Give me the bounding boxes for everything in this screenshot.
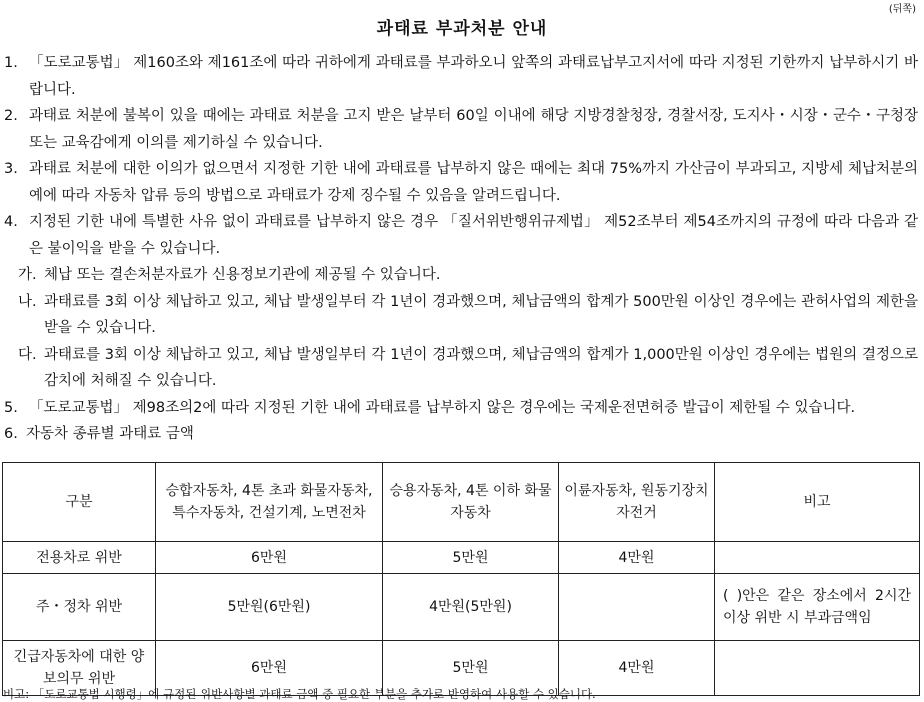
subitem-number: 다. xyxy=(18,346,37,363)
subitem-text: 과태료를 3회 이상 체납하고 있고, 체납 발생일부터 각 1년이 경과했으며, 체납금액의 합계가 1,000만원 이상인 경우에는 법원의 결정으로 감치에 처해질 수 있습니다. xyxy=(44,346,918,389)
item-text: 「도로교통법」 제160조와 제161조에 따라 귀하에게 과태료를 부과하오니 앞쪽의 과태료납부고지서에 따라 지정된 기한까지 납부하시기 바랍니다. xyxy=(29,55,918,98)
notice-subitem-da xyxy=(0,342,918,395)
cell-amount: 5만원 xyxy=(383,641,559,696)
row-category: 주・정차 위반 xyxy=(3,574,156,641)
header-motorcycle: 이륜자동차, 원동기장치자전거 xyxy=(559,463,715,542)
notice-item-6 xyxy=(0,421,918,448)
header-car-truck-under-4t: 승용자동차, 4톤 이하 화물자동차 xyxy=(383,463,559,542)
item-number: 4. xyxy=(4,214,18,230)
subitem-text: 체납 또는 결손처분자료가 신용정보기관에 제공될 수 있습니다. xyxy=(44,267,441,283)
page-title: 과태료 부과처분 안내 xyxy=(376,19,548,39)
subitem-number: 나. xyxy=(18,293,37,310)
cell-remark: ( )안은 같은 장소에서 2시간 이상 위반 시 부과금액임 xyxy=(715,574,920,641)
notice-item-5 xyxy=(0,395,918,422)
notice-item-2 xyxy=(0,103,918,156)
notice-item-1 xyxy=(0,50,918,103)
row-category: 전용차로 위반 xyxy=(3,542,156,574)
table-header-row xyxy=(3,463,920,542)
header-category: 구분 xyxy=(3,463,156,542)
item-number: 6. xyxy=(4,426,18,442)
item-text: 「도로교통법」 제98조의2에 따라 지정된 기한 내에 과태료를 납부하지 않은 경우에는 국제운전면허증 발급이 제한될 수 있습니다. xyxy=(29,399,856,416)
notice-subitem-na xyxy=(0,289,918,342)
item-number: 1. xyxy=(4,55,18,71)
item-number: 3. xyxy=(4,161,18,177)
item-text: 과태료 처분에 불복이 있을 때에는 과태료 처분을 고지 받은 날부터 60일 이내에 해당 지방경찰청장, 경찰서장, 도지사・시장・군수・구청장 또는 교육감에게 이의를 제기하실 수 있습니다. xyxy=(29,108,918,151)
cell-remark xyxy=(715,542,920,574)
table-row xyxy=(3,574,920,641)
notice-subitem-ga xyxy=(0,262,918,289)
table-row xyxy=(3,542,920,574)
cell-amount: 4만원(5만원) xyxy=(383,574,559,641)
header-remarks: 비고 xyxy=(715,463,920,542)
page-side-label: (뒤쪽) xyxy=(888,4,916,15)
footnote: 비고: 「도로교통법 시행령」에 규정된 위반사항별 과태료 금액 중 필요한 부분을 추가로 반영하여 사용할 수 있습니다. xyxy=(3,687,596,701)
notice-item-4 xyxy=(0,209,918,262)
item-text: 자동차 종류별 과태료 금액 xyxy=(26,426,194,442)
subitem-text: 과태료를 3회 이상 체납하고 있고, 체납 발생일부터 각 1년이 경과했으며, 체납금액의 합계가 500만원 이상인 경우에는 관허사업의 제한을 받을 수 있습니다. xyxy=(44,293,918,336)
cell-amount: 4만원 xyxy=(559,542,715,574)
header-van-truck-over-4t: 승합자동차, 4톤 초과 화물자동차, 특수자동차, 건설기계, 노면전차 xyxy=(156,463,383,542)
cell-amount: 6만원 xyxy=(156,542,383,574)
row-category: 긴급자동차에 대한 양보의무 위반 xyxy=(3,641,156,696)
fine-amount-table xyxy=(2,462,920,696)
cell-amount: 5만원 xyxy=(383,542,559,574)
item-text: 과태료 처분에 대한 이의가 없으면서 지정한 기한 내에 과태료를 납부하지 않은 때에는 최대 75%까지 가산금이 부과되고, 지방세 체납처분의 예에 따라 자동차 압류 등의 방법으로 과태료가 강제 징수될 수 있음을 알려드립니다. xyxy=(29,161,918,204)
cell-amount: 5만원(6만원) xyxy=(156,574,383,641)
item-text: 지정된 기한 내에 특별한 사유 없이 과태료를 납부하지 않은 경우 「질서위반행위규제법」 제52조부터 제54조까지의 규정에 따라 다음과 같은 불이익을 받을 수 있습니다. xyxy=(29,214,918,257)
cell-amount xyxy=(559,574,715,641)
item-number: 2. xyxy=(4,108,18,124)
cell-remark xyxy=(715,641,920,696)
cell-amount: 6만원 xyxy=(156,641,383,696)
notice-body xyxy=(0,50,918,448)
notice-item-3 xyxy=(0,156,918,209)
subitem-number: 가. xyxy=(18,267,37,283)
cell-amount: 4만원 xyxy=(559,641,715,696)
item-number: 5. xyxy=(4,399,18,416)
